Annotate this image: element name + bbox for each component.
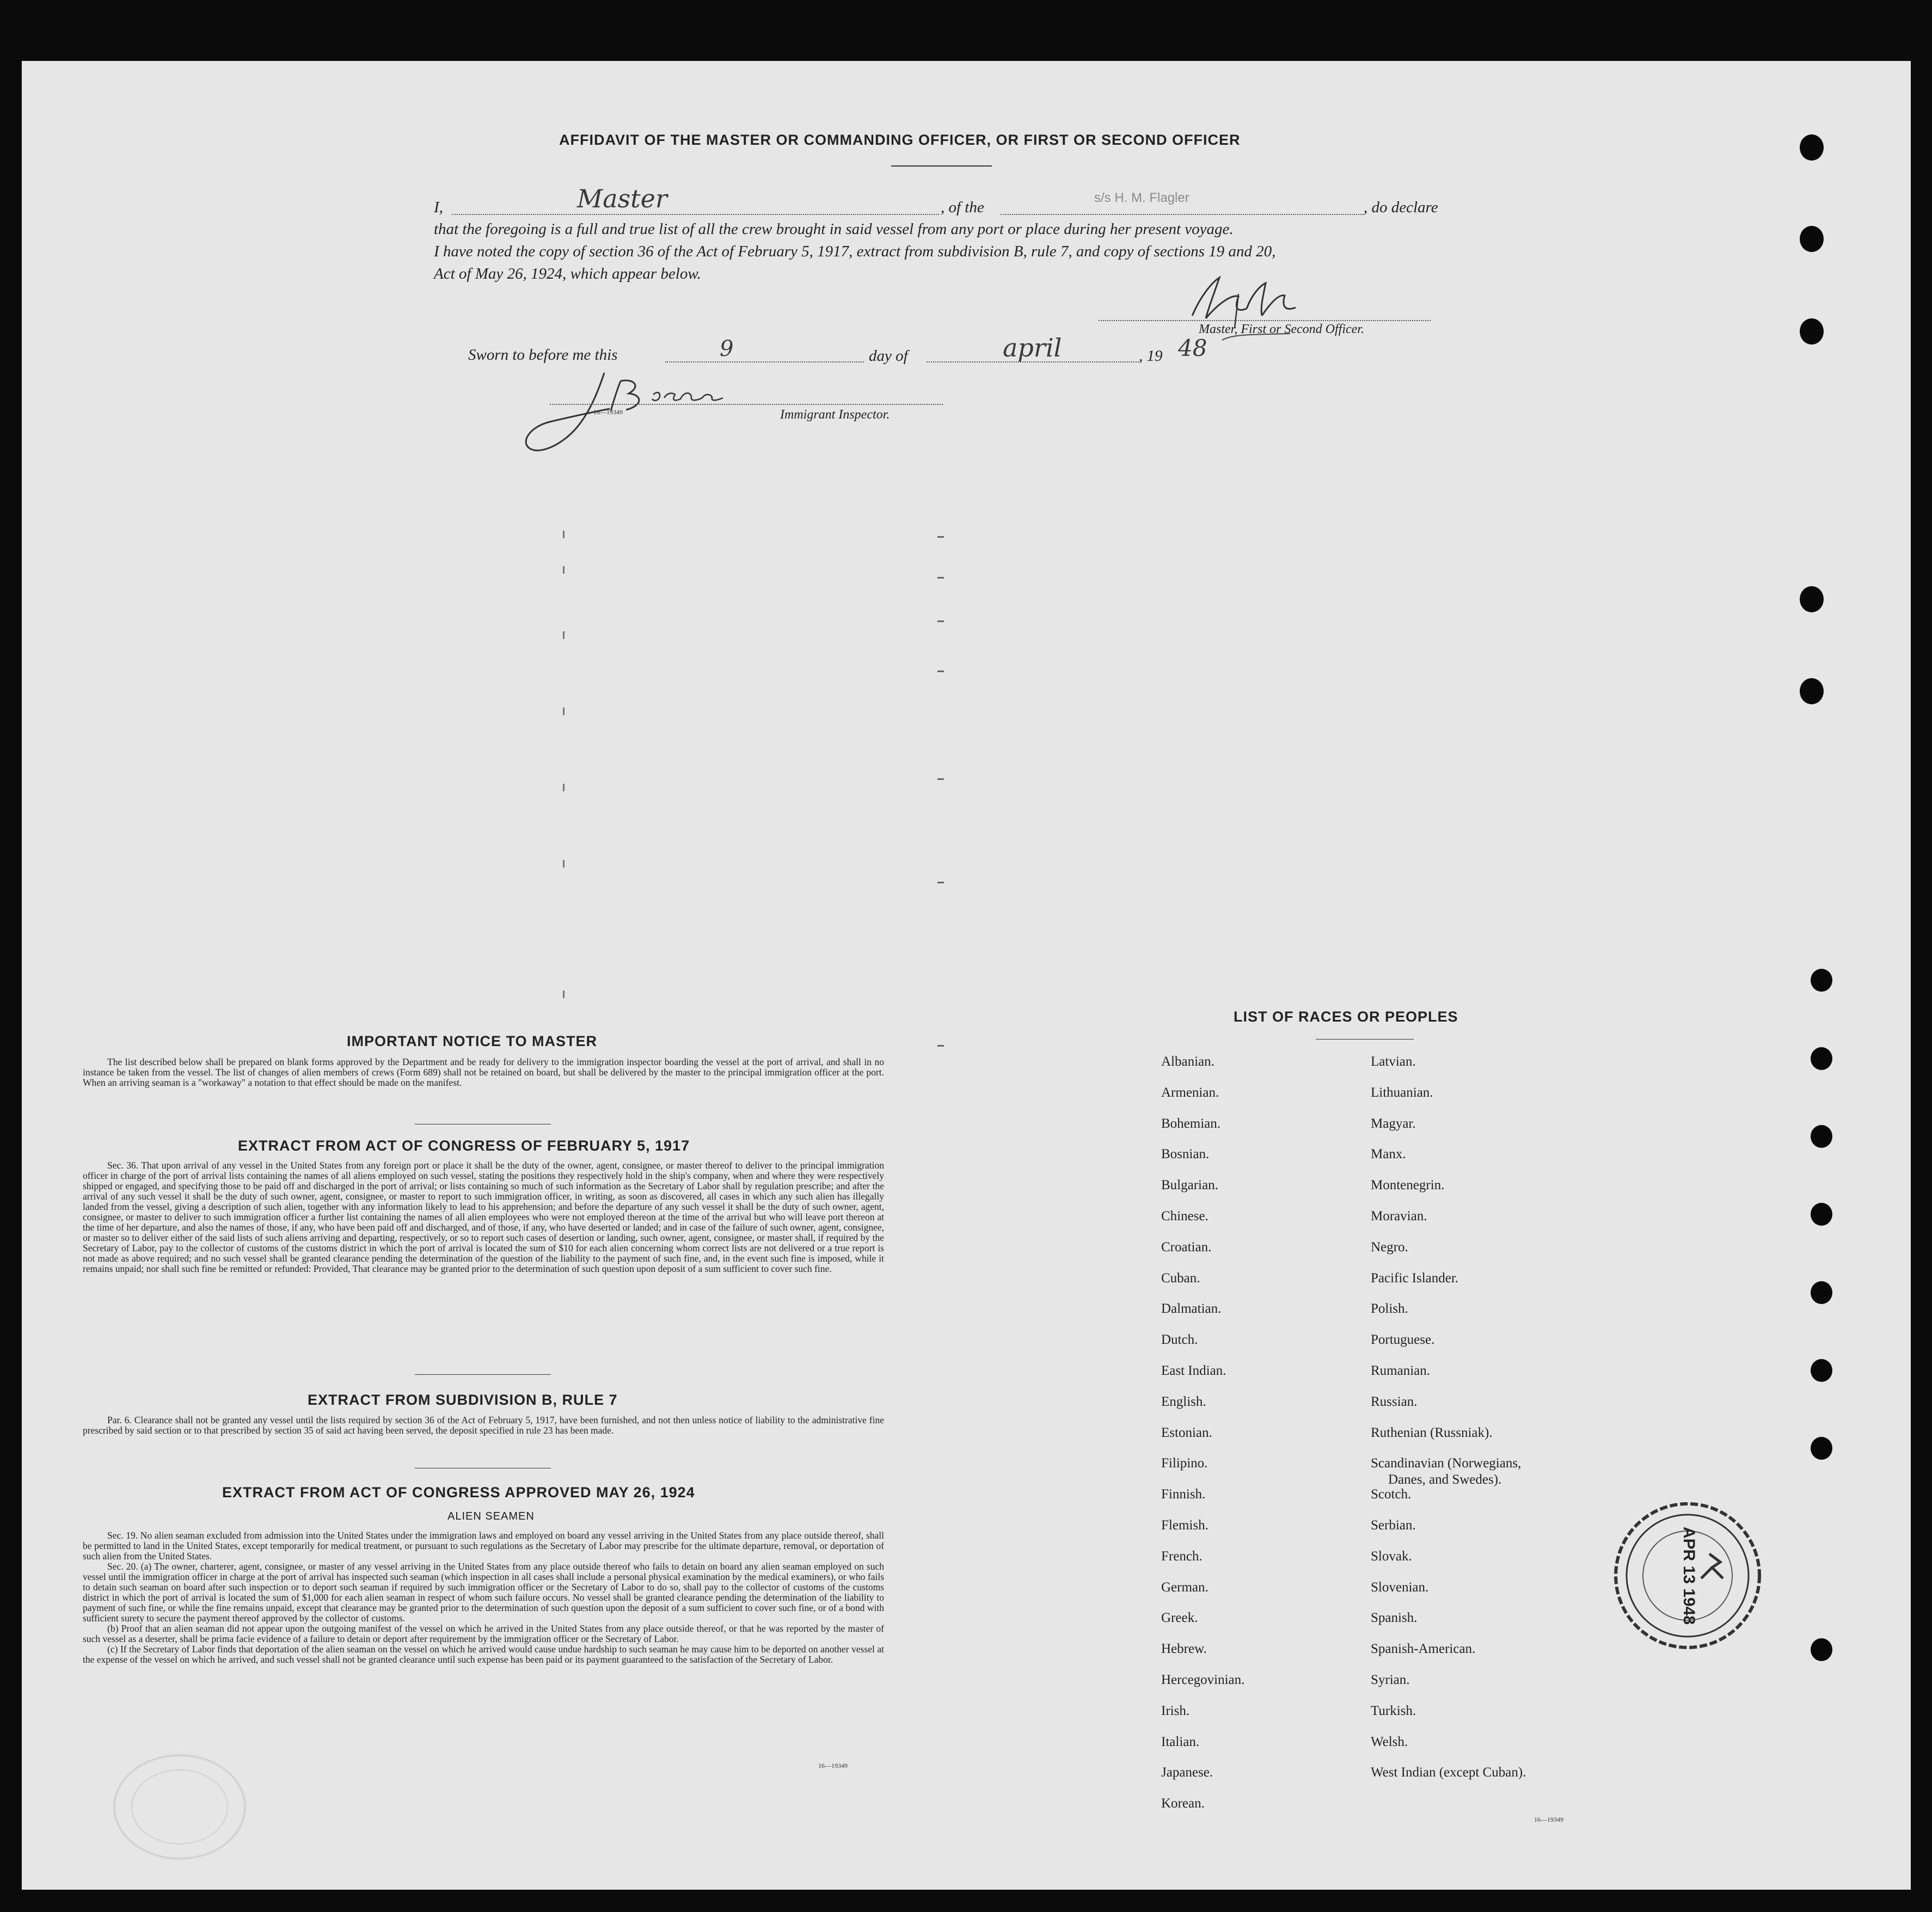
race-item: Irish. [1161, 1703, 1190, 1718]
race-item: Filipino. [1161, 1456, 1208, 1471]
race-item: Finnish. [1161, 1487, 1206, 1502]
margin-mark [937, 577, 944, 579]
sec-20b-text: (b) Proof that an alien seaman did not appear upon the outgoing manifest of the vessel on which he arrived in the United States from any place outside thereof, or that he was reported by the master of such vessel as a deserter, shall be prima facie evidence of a failure to detain or deport after requirement by the immigration officer or the Secretary of Labor. [83, 1623, 884, 1644]
sworn-day-value[interactable]: 9 [720, 336, 734, 361]
race-item: Slovenian. [1371, 1579, 1429, 1595]
affidavit-line-3: I have noted the copy of section 36 of the Act of February 5, 1917, extract from subdivision B, rule 7, and copy of sections 19 and 20, [434, 243, 1276, 260]
race-item: Chinese. [1161, 1209, 1209, 1224]
punch-hole [1811, 969, 1832, 992]
races-form-number: 16—19349 [1534, 1816, 1563, 1823]
alien-seamen-subheading: ALIEN SEAMEN [447, 1510, 535, 1522]
race-item: Dutch. [1161, 1332, 1198, 1348]
punch-hole [1811, 1125, 1832, 1148]
race-item: Albanian. [1161, 1054, 1215, 1069]
punch-hole [1800, 318, 1824, 345]
notice-heading: IMPORTANT NOTICE TO MASTER [347, 1033, 597, 1049]
inspector-signature [517, 367, 768, 460]
race-item: Estonian. [1161, 1425, 1212, 1440]
race-item: Polish. [1371, 1301, 1408, 1317]
race-item: Bohemian. [1161, 1116, 1221, 1131]
race-item: Syrian. [1371, 1673, 1410, 1687]
affidavit-line-4: Act of May 26, 1924, which appear below. [434, 265, 701, 282]
officer-signature-line [1099, 320, 1431, 321]
declare-label: , do declare [1364, 199, 1438, 216]
margin-mark [563, 531, 565, 538]
margin-mark [563, 631, 565, 639]
stamp-date: APR 13 1948 [1680, 1526, 1698, 1625]
race-item: West Indian (except Cuban). [1371, 1765, 1526, 1780]
race-item: Scandinavian (Norwegians, [1371, 1456, 1522, 1471]
officer-label: Master, First or Second Officer. [1199, 322, 1364, 336]
race-item: Manx. [1371, 1147, 1406, 1162]
race-item: Magyar. [1371, 1116, 1416, 1131]
race-item: Ruthenian (Russniak). [1371, 1425, 1493, 1440]
name-field-line [452, 214, 939, 215]
race-item: Scotch. [1371, 1487, 1412, 1502]
race-item: Hercegovinian. [1161, 1673, 1245, 1687]
immigration-stamp [1609, 1497, 1767, 1655]
punch-hole [1811, 1638, 1832, 1661]
margin-mark [937, 536, 944, 538]
punch-hole [1811, 1281, 1832, 1304]
sec-19-text: Sec. 19. No alien seaman excluded from admission into the United States under the immigration laws and employed on board any vessel arriving in the United States from any place outside thereof, shall be permitted to land in the United States, except temporarily for medical treatment, or pursuant to such regulations as the Secretary of Labor may prescribe for the ultimate departure, removal, or deportation of such alien from the United States. [83, 1530, 884, 1561]
punch-hole [1800, 226, 1824, 252]
sworn-month-value[interactable]: april [1003, 333, 1062, 362]
punch-hole [1800, 134, 1824, 161]
extract-1924-block [83, 1530, 884, 1665]
extract-1917-heading: EXTRACT FROM ACT OF CONGRESS OF FEBRUARY 5, 1917 [238, 1138, 690, 1154]
race-item: Pacific Islander. [1371, 1270, 1459, 1286]
extract-rule7-text: Par. 6. Clearance shall not be granted any vessel until the lists required by section 36 of the Act of February 5, 1917, have been furnished, and not then unless notice of liability to the administrative fine prescribed by said section or to that prescribed by section 35 of said act having been served, the deposit specified in rule 23 has been made. [83, 1415, 884, 1436]
inspector-signature-line [550, 404, 943, 405]
margin-mark [563, 784, 565, 791]
race-item: Dalmatian. [1161, 1301, 1222, 1317]
race-item: Portuguese. [1371, 1332, 1435, 1348]
name-field-value[interactable]: Master [577, 184, 667, 213]
race-item: Montenegrin. [1371, 1178, 1445, 1193]
margin-mark [937, 620, 944, 622]
margin-mark [937, 882, 944, 883]
title-underline [891, 165, 992, 167]
vessel-field-value[interactable]: s/s H. M. Flagler [1094, 190, 1189, 205]
race-item: English. [1161, 1394, 1206, 1409]
margin-mark [563, 708, 565, 715]
race-item: Lithuanian. [1371, 1085, 1433, 1100]
notice-text-block [83, 1057, 884, 1088]
race-item: Cuban. [1161, 1270, 1200, 1286]
vessel-field-line [1001, 214, 1364, 215]
race-item: Croatian. [1161, 1239, 1212, 1255]
affidavit-line-2: that the foregoing is a full and true list of all the crew brought in said vessel from any port or place during her present voyage. [434, 220, 1234, 238]
extract-rule7-heading: EXTRACT FROM SUBDIVISION B, RULE 7 [308, 1392, 618, 1408]
sec-20c-text: (c) If the Secretary of Labor finds that deportation of the alien seaman on the vessel on which he arrived would cause undue hardship to such seaman he may cause him to be deported on another vessel at the expense of the vessel on which he arrived, and such vessel shall not be granted clearance until such expense has been paid or its payment guaranteed to the satisfaction of the Secretary of Labor. [83, 1644, 884, 1665]
punch-hole [1811, 1359, 1832, 1382]
race-item: Slovak. [1371, 1548, 1412, 1564]
race-item: Rumanian. [1371, 1363, 1431, 1378]
day-of-label: day of [869, 347, 908, 365]
extract-1917-block [83, 1160, 884, 1274]
sworn-year-value[interactable]: 48 [1178, 335, 1207, 361]
race-item: Hebrew. [1161, 1642, 1207, 1657]
race-item: Bosnian. [1161, 1147, 1210, 1162]
extract-rule7-block [83, 1415, 884, 1436]
race-item: Bulgarian. [1161, 1178, 1218, 1193]
race-item: Armenian. [1161, 1085, 1219, 1100]
sworn-label: Sworn to before me this [468, 346, 618, 364]
i-label: I, [434, 199, 443, 216]
race-item: Welsh. [1371, 1734, 1408, 1749]
margin-mark [563, 566, 565, 574]
punch-hole [1811, 1203, 1832, 1226]
affidavit-title: AFFIDAVIT OF THE MASTER OR COMMANDING OFFICER, OR FIRST OR SECOND OFFICER [559, 132, 1241, 148]
embossed-seal [103, 1742, 278, 1861]
extract-1924-heading: EXTRACT FROM ACT OF CONGRESS APPROVED MAY 26, 1924 [222, 1484, 695, 1501]
race-item: Russian. [1371, 1394, 1418, 1409]
extract-1917-text: Sec. 36. That upon arrival of any vessel in the United States from any foreign port or place it shall be the duty of the owner, agent, consignee, or master thereof to deliver to the principal immigration officer in charge of the port of arrival lists containing the names of all aliens employed on such vessel, stating the positions they respectively hold in the ship's company, when and where they were respectively shipped or engaged, and specifying those to be paid off and discharged in the port of arrival; or lists containing so much of such information as the Secretary of Labor shall by regulation prescribe; and after the arrival of any such vessel it shall be the duty of such owner, agent, consignee, or master to report to such immigration officer, in writing, as soon as discovered, all cases in which any such alien has illegally landed from the vessel, giving a description of such alien, together with any information likely to lead to his apprehension; and before the departure of any such vessel it shall be the duty of such owner, agent, consignee, or master to deliver to such immigration officer a further list containing the names of all alien employees who were not employed thereon at the time of the arrival but who will leave port thereon at the time of her departure, and also the names of those, if any, who have been paid off and discharged, and of those, if any, who have deserted or landed; and in case of the failure of such owner, agent, consignee, or master so to deliver either of the said lists of such aliens arriving and departing, respectively, or so to report such cases of desertion or landing, such owner, agent, consignee, or master shall, if required by the Secretary of Labor, pay to the collector of customs of the customs district in which the port of arrival is located the sum of $10 for each alien concerning whom correct lists are not delivered or a true report is not made as above required; and no such vessel shall be granted clearance pending the determination of the question of the liability to the payment of such fine, and, in the event such fine is imposed, while it remains unpaid; nor shall such fine be remitted or refunded: Provided, That clearance may be granted prior to the determination of such question upon deposit of a sum sufficient to cover such fine. [83, 1160, 884, 1274]
punch-hole [1800, 586, 1824, 612]
margin-mark [937, 1045, 944, 1047]
divider [415, 1374, 551, 1375]
extract-form-number: 16—19349 [818, 1762, 848, 1769]
races-underline [1316, 1039, 1414, 1040]
year-prefix: , 19 [1139, 347, 1163, 365]
punch-hole [1811, 1047, 1832, 1070]
race-item: Flemish. [1161, 1518, 1209, 1533]
race-item: Japanese. [1161, 1765, 1213, 1780]
sworn-day-line [665, 361, 864, 362]
race-item: Serbian. [1371, 1518, 1416, 1533]
race-item: German. [1161, 1579, 1209, 1595]
race-item: Spanish. [1371, 1610, 1418, 1626]
sec-20a-text: Sec. 20. (a) The owner, charterer, agent, consignee, or master of any vessel arriving in the United States from any place outside thereof who fails to detain on board any alien seaman employed on such vessel until the immigration officer in charge at the port of arrival has inspected such seaman (which inspection in all cases shall include a personal physical examination by the medical examiners), or who fails to detain such seaman on board after such inspection or to deport such seaman if required by such immigration officer or the Secretary of Labor to do so, shall pay to the collector of customs of the customs district in which the port of arrival is located the sum of $1,000 for each alien seaman in respect of whom such failure occurs. No vessel shall be granted clearance pending the determination of the liability to payment of such fine, or while the fine remains unpaid, except that clearance may be granted prior to the determination of such question upon the deposit of a sum sufficient to cover such fine, or of a bond with sufficient surety to secure the payment thereof approved by the collector of customs. [83, 1561, 884, 1624]
margin-mark [937, 778, 944, 780]
race-item: Latvian. [1371, 1054, 1416, 1069]
inspector-form-number: 16—19349 [593, 408, 623, 416]
race-item: Moravian. [1371, 1209, 1427, 1224]
margin-mark [937, 671, 944, 672]
punch-hole [1800, 678, 1824, 704]
race-item: French. [1161, 1548, 1203, 1564]
race-item: Korean. [1161, 1796, 1205, 1811]
punch-hole [1811, 1437, 1832, 1460]
inspector-label: Immigrant Inspector. [780, 408, 890, 422]
race-item: Italian. [1161, 1734, 1200, 1749]
of-the-label: , of the [941, 199, 984, 216]
margin-mark [563, 991, 565, 998]
race-item: Spanish-American. [1371, 1642, 1476, 1657]
races-heading: LIST OF RACES OR PEOPLES [1234, 1009, 1458, 1025]
margin-mark [563, 860, 565, 868]
race-item: Greek. [1161, 1610, 1198, 1626]
race-item: Turkish. [1371, 1703, 1416, 1718]
race-item: Negro. [1371, 1239, 1408, 1255]
race-item: East Indian. [1161, 1363, 1226, 1378]
notice-text: The list described below shall be prepared on blank forms approved by the Department and be ready for delivery to the immigration inspector boarding the vessel at the port of arrival, and shall in no instance be taken from the vessel. The list of changes of alien members of crews (Form 689) shall not be retained on board, but shall be delivered by the master to the principal immigration officer at the port. When an arriving seaman is a "workaway" a notation to that effect should be made on the manifest. [83, 1056, 884, 1088]
race-item: Danes, and Swedes). [1388, 1472, 1502, 1487]
